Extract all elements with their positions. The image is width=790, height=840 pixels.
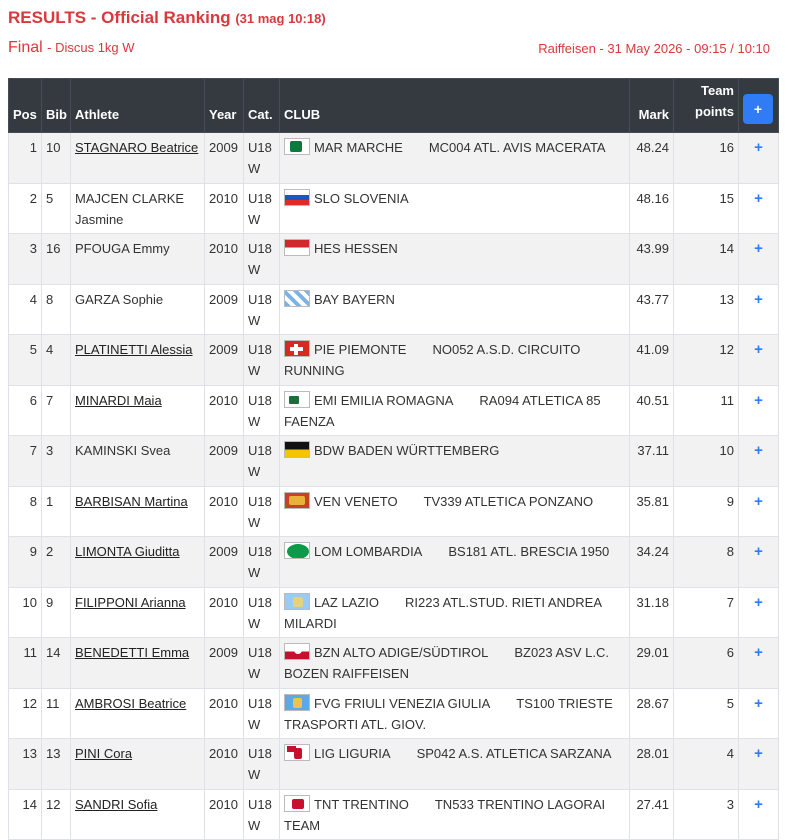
athlete-name[interactable]: STAGNARO Beatrice xyxy=(75,140,199,155)
club-name: EMI EMILIA ROMAGNA xyxy=(314,392,454,408)
liguria-flag-icon xyxy=(284,744,310,761)
cell-year: 2010 xyxy=(205,587,244,638)
row-add-button[interactable]: + xyxy=(739,638,779,689)
table-row xyxy=(9,183,779,234)
cell-year: 2009 xyxy=(205,335,244,386)
cell-cat: U18 W xyxy=(244,486,280,537)
athlete-name: GARZA Sophie xyxy=(75,291,164,307)
cell-mark: 43.99 xyxy=(630,234,674,285)
athlete-name[interactable]: AMBROSI Beatrice xyxy=(75,695,187,711)
bayern-flag-icon xyxy=(284,290,310,307)
table-row xyxy=(9,234,779,285)
cell-club xyxy=(280,587,630,638)
athlete-name: KAMINSKI Svea xyxy=(75,443,171,458)
row-add-button[interactable]: + xyxy=(739,789,779,840)
cell-cat: U18 W xyxy=(244,537,280,588)
table-row xyxy=(9,133,779,184)
cell-team-points: 10 xyxy=(674,436,739,487)
emilia-flag-icon xyxy=(284,391,310,408)
cell-year: 2010 xyxy=(205,789,244,840)
cell-bib: 13 xyxy=(42,739,71,790)
cell-team-points: 7 xyxy=(674,587,739,638)
cell-bib: 1 xyxy=(42,486,71,537)
cell-cat: U18 W xyxy=(244,284,280,335)
club-code: TS100 TRIESTE TRASPORTI ATL. GIOV. xyxy=(284,695,613,732)
cell-bib: 14 xyxy=(42,638,71,689)
cell-athlete xyxy=(71,739,205,790)
club-code: RI223 ATL.STUD. RIETI ANDREA MILARDI xyxy=(284,594,602,631)
cell-pos: 11 xyxy=(9,638,42,689)
table-row xyxy=(9,284,779,335)
table-row xyxy=(9,486,779,537)
cell-year: 2010 xyxy=(205,486,244,537)
lombardia-flag-icon xyxy=(284,542,310,559)
cell-athlete xyxy=(71,183,205,234)
cell-bib: 2 xyxy=(42,537,71,588)
trentino-flag-icon xyxy=(284,795,310,812)
cell-athlete xyxy=(71,385,205,436)
cell-mark: 48.16 xyxy=(630,183,674,234)
cell-team-points: 5 xyxy=(674,688,739,739)
athlete-name[interactable]: LIMONTA Giuditta xyxy=(75,544,180,559)
cell-athlete xyxy=(71,638,205,689)
athlete-name[interactable]: SANDRI Sofia xyxy=(75,796,158,812)
marche-flag-icon xyxy=(284,138,310,155)
cell-club xyxy=(280,234,630,285)
club-code: SP042 A.S. ATLETICA SARZANA xyxy=(416,746,612,761)
athlete-name[interactable]: BENEDETTI Emma xyxy=(75,645,190,660)
cell-cat: U18 W xyxy=(244,183,280,234)
club-name: BDW BADEN WÜRTTEMBERG xyxy=(314,443,500,458)
club-name: MAR MARCHE xyxy=(314,140,403,155)
cell-year: 2009 xyxy=(205,133,244,184)
lazio-flag-icon xyxy=(284,593,310,610)
club-code: NO052 A.S.D. CIRCUITO RUNNING xyxy=(284,342,581,378)
row-add-button[interactable]: + xyxy=(739,284,779,335)
cell-year: 2009 xyxy=(205,638,244,689)
cell-team-points: 13 xyxy=(674,284,739,335)
club-code: BZ023 ASV L.C. BOZEN RAIFFEISEN xyxy=(284,645,610,681)
row-add-button[interactable]: + xyxy=(739,739,779,790)
cell-club xyxy=(280,739,630,790)
cell-mark: 31.18 xyxy=(630,587,674,638)
table-row xyxy=(9,335,779,386)
cell-mark: 35.81 xyxy=(630,486,674,537)
col-club[interactable]: CLUB xyxy=(280,79,630,133)
club-code: TV339 ATLETICA PONZANO xyxy=(423,493,594,509)
cell-pos: 12 xyxy=(9,688,42,739)
event-title xyxy=(8,39,135,57)
cell-mark: 43.77 xyxy=(630,284,674,335)
cell-year: 2010 xyxy=(205,739,244,790)
cell-club xyxy=(280,385,630,436)
row-add-button[interactable]: + xyxy=(739,133,779,184)
results-body xyxy=(9,133,779,840)
cell-team-points: 9 xyxy=(674,486,739,537)
athlete-name[interactable]: MINARDI Maia xyxy=(75,392,162,408)
cell-bib: 12 xyxy=(42,789,71,840)
cell-cat: U18 W xyxy=(244,789,280,840)
results-table-wrapper xyxy=(8,78,778,840)
cell-pos: 10 xyxy=(9,587,42,638)
cell-year: 2009 xyxy=(205,284,244,335)
club-name: LIG LIGURIA xyxy=(314,746,391,761)
cell-team-points: 15 xyxy=(674,183,739,234)
cell-athlete xyxy=(71,284,205,335)
cell-year: 2009 xyxy=(205,537,244,588)
col-add xyxy=(739,79,779,133)
cell-bib: 5 xyxy=(42,183,71,234)
col-team-points[interactable] xyxy=(674,79,739,133)
cell-pos: 4 xyxy=(9,284,42,335)
cell-athlete xyxy=(71,335,205,386)
cell-athlete xyxy=(71,234,205,285)
cell-pos: 8 xyxy=(9,486,42,537)
cell-club xyxy=(280,638,630,689)
cell-bib: 7 xyxy=(42,385,71,436)
table-row xyxy=(9,739,779,790)
row-add-button[interactable]: + xyxy=(739,335,779,386)
cell-year: 2010 xyxy=(205,234,244,285)
page-title-text: RESULTS - Official Ranking xyxy=(8,8,231,27)
col-cat[interactable]: Cat. xyxy=(244,79,280,133)
venue-time: Raiffeisen - 31 May 2026 - 09:15 / 10:10 xyxy=(538,40,770,56)
cell-mark: 29.01 xyxy=(630,638,674,689)
club-name: HES HESSEN xyxy=(314,241,398,256)
slovenia-flag-icon xyxy=(284,189,310,206)
cell-cat: U18 W xyxy=(244,739,280,790)
col-bib[interactable]: Bib xyxy=(42,79,71,133)
cell-pos: 5 xyxy=(9,335,42,386)
subtitle-row xyxy=(8,36,782,60)
piemonte-flag-icon xyxy=(284,340,310,357)
col-mark[interactable]: Mark xyxy=(630,79,674,133)
table-row xyxy=(9,537,779,588)
page-title xyxy=(8,8,326,28)
cell-cat: U18 W xyxy=(244,133,280,184)
cell-pos: 2 xyxy=(9,183,42,234)
cell-club xyxy=(280,688,630,739)
update-timestamp: (31 mag 10:18) xyxy=(235,11,326,26)
club-code: TN533 TRENTINO LAGORAI TEAM xyxy=(284,796,606,833)
cell-pos: 13 xyxy=(9,739,42,790)
club-name: VEN VENETO xyxy=(314,493,398,509)
hessen-flag-icon xyxy=(284,239,310,256)
row-add-button[interactable]: + xyxy=(739,234,779,285)
cell-club xyxy=(280,133,630,184)
results-table xyxy=(8,78,779,840)
cell-mark: 40.51 xyxy=(630,385,674,436)
cell-mark: 37.11 xyxy=(630,436,674,487)
cell-mark: 34.24 xyxy=(630,537,674,588)
cell-team-points: 8 xyxy=(674,537,739,588)
cell-team-points: 6 xyxy=(674,638,739,689)
club-name: BAY BAYERN xyxy=(314,291,395,307)
club-name: BZN ALTO ADIGE/SÜDTIROL xyxy=(314,645,489,660)
table-row xyxy=(9,688,779,739)
cell-year: 2009 xyxy=(205,436,244,487)
cell-club xyxy=(280,335,630,386)
cell-year: 2010 xyxy=(205,688,244,739)
club-name: LAZ LAZIO xyxy=(314,594,380,610)
cell-team-points: 11 xyxy=(674,385,739,436)
cell-pos: 14 xyxy=(9,789,42,840)
cell-bib: 8 xyxy=(42,284,71,335)
club-name: LOM LOMBARDIA xyxy=(314,544,423,559)
table-row xyxy=(9,436,779,487)
cell-club xyxy=(280,284,630,335)
cell-cat: U18 W xyxy=(244,688,280,739)
cell-bib: 11 xyxy=(42,688,71,739)
cell-mark: 48.24 xyxy=(630,133,674,184)
add-all-button[interactable]: + xyxy=(743,94,773,124)
cell-club xyxy=(280,436,630,487)
club-code: MC004 ATL. AVIS MACERATA xyxy=(428,140,606,155)
cell-team-points: 4 xyxy=(674,739,739,790)
cell-bib: 10 xyxy=(42,133,71,184)
cell-club xyxy=(280,183,630,234)
table-header-row xyxy=(9,79,779,133)
cell-cat: U18 W xyxy=(244,436,280,487)
cell-mark: 28.01 xyxy=(630,739,674,790)
club-name: PIE PIEMONTE xyxy=(314,342,407,357)
col-pos[interactable]: Pos xyxy=(9,79,42,133)
club-name: FVG FRIULI VENEZIA GIULIA xyxy=(314,695,491,711)
club-code: RA094 ATLETICA 85 FAENZA xyxy=(284,392,601,429)
col-team-points-line2: points xyxy=(695,104,734,119)
col-team-points-line1: Team xyxy=(701,83,734,98)
athlete-name[interactable]: PLATINETTI Alessia xyxy=(75,342,193,357)
cell-athlete xyxy=(71,537,205,588)
cell-bib: 9 xyxy=(42,587,71,638)
row-add-button[interactable]: + xyxy=(739,537,779,588)
row-add-button[interactable]: + xyxy=(739,587,779,638)
bw-flag-icon xyxy=(284,441,310,458)
table-row xyxy=(9,638,779,689)
athlete-name[interactable]: FILIPPONI Arianna xyxy=(75,594,186,610)
cell-cat: U18 W xyxy=(244,385,280,436)
cell-athlete xyxy=(71,436,205,487)
cell-club xyxy=(280,537,630,588)
cell-bib: 4 xyxy=(42,335,71,386)
cell-athlete xyxy=(71,587,205,638)
cell-team-points: 12 xyxy=(674,335,739,386)
cell-club xyxy=(280,486,630,537)
veneto-flag-icon xyxy=(284,492,310,509)
cell-mark: 27.41 xyxy=(630,789,674,840)
table-row xyxy=(9,385,779,436)
fvg-flag-icon xyxy=(284,694,310,711)
cell-athlete xyxy=(71,133,205,184)
cell-year: 2010 xyxy=(205,385,244,436)
athlete-name: MAJCEN CLARKE Jasmine xyxy=(75,190,185,227)
col-athlete[interactable]: Athlete xyxy=(71,79,205,133)
cell-team-points: 16 xyxy=(674,133,739,184)
club-code: BS181 ATL. BRESCIA 1950 xyxy=(448,544,610,559)
col-year[interactable]: Year xyxy=(205,79,244,133)
athlete-name[interactable]: PINI Cora xyxy=(75,746,133,761)
club-name: TNT TRENTINO xyxy=(314,796,409,812)
cell-mark: 28.67 xyxy=(630,688,674,739)
cell-pos: 6 xyxy=(9,385,42,436)
cell-mark: 41.09 xyxy=(630,335,674,386)
cell-pos: 9 xyxy=(9,537,42,588)
cell-cat: U18 W xyxy=(244,587,280,638)
cell-bib: 16 xyxy=(42,234,71,285)
row-add-button[interactable]: + xyxy=(739,436,779,487)
event-detail: - Discus 1kg W xyxy=(47,40,135,55)
athlete-name: PFOUGA Emmy xyxy=(75,241,170,256)
cell-cat: U18 W xyxy=(244,638,280,689)
row-add-button[interactable]: + xyxy=(739,688,779,739)
cell-bib: 3 xyxy=(42,436,71,487)
event-phase: Final xyxy=(8,39,43,56)
cell-cat: U18 W xyxy=(244,335,280,386)
title-row xyxy=(8,0,782,36)
cell-team-points: 14 xyxy=(674,234,739,285)
table-row xyxy=(9,587,779,638)
cell-pos: 1 xyxy=(9,133,42,184)
row-add-button[interactable]: + xyxy=(739,183,779,234)
cell-team-points: 3 xyxy=(674,789,739,840)
row-add-button[interactable]: + xyxy=(739,486,779,537)
cell-pos: 3 xyxy=(9,234,42,285)
row-add-button[interactable]: + xyxy=(739,385,779,436)
cell-cat: U18 W xyxy=(244,234,280,285)
club-name: SLO SLOVENIA xyxy=(314,190,409,206)
cell-pos: 7 xyxy=(9,436,42,487)
altoadige-flag-icon xyxy=(284,643,310,660)
cell-year: 2010 xyxy=(205,183,244,234)
athlete-name[interactable]: BARBISAN Martina xyxy=(75,493,188,509)
cell-athlete xyxy=(71,486,205,537)
cell-athlete xyxy=(71,688,205,739)
